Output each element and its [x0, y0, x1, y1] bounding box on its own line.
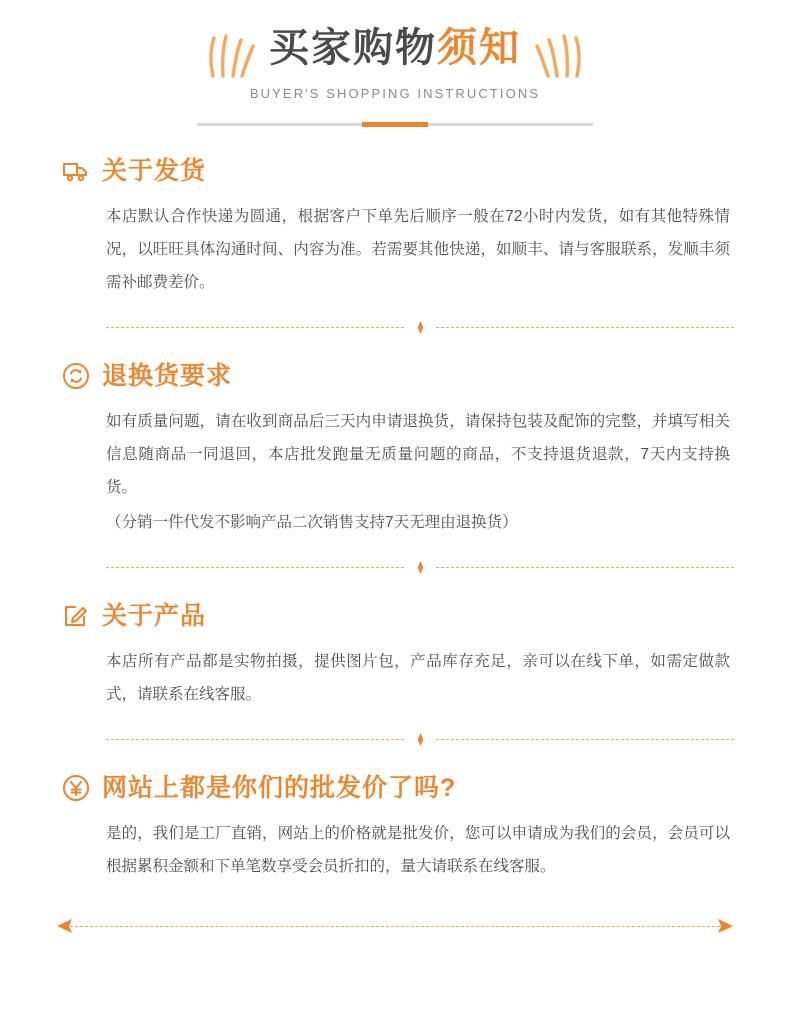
title-row: [203, 22, 587, 74]
section-returns: [56, 361, 734, 575]
section-title: 关于发货: [102, 157, 207, 185]
section-divider: [106, 731, 734, 747]
section-divider: [106, 559, 734, 575]
grass-tuft-icon: [533, 26, 589, 82]
section-paragraph: 本店默认合作快递为圆通，根据客户下单先后顺序一般在72小时内发货，如有其他特殊情况，以旺旺具体沟通时间、内容为准。若需要其他快递，如顺丰、请与客服联系，发顺丰须需补邮费差价。: [106, 208, 730, 291]
refresh-return-icon: [62, 362, 90, 390]
section-title: 关于产品: [102, 602, 207, 630]
section-title: 网站上都是你们的批发价了吗?: [102, 774, 457, 802]
page-title-accent: 须知: [437, 26, 521, 70]
yuan-circle-icon: [62, 774, 90, 802]
diamond-icon: [405, 731, 435, 747]
section-paragraph: （分销一件代发不影响产品二次销售支持7天无理由退换货）: [106, 514, 518, 531]
page-title: [269, 22, 521, 74]
diamond-icon: [405, 559, 435, 575]
section-product: [56, 601, 734, 747]
title-divider: [197, 123, 593, 126]
section-header: [56, 773, 734, 803]
grass-tuft-icon: [201, 26, 257, 82]
truck-icon: [62, 157, 90, 185]
section-body: [56, 817, 734, 883]
sections-container: [0, 126, 790, 883]
arrow-left-icon: [56, 917, 76, 940]
section-paragraph: 是的，我们是工厂直销，网站上的价格就是批发价，您可以申请成为我们的会员，会员可以根据累积金额和下单笔数享受会员折扣的，量大请联系在线客服。: [106, 825, 730, 875]
section-header: [56, 361, 734, 391]
edit-box-icon: [62, 602, 90, 630]
page-header: [0, 0, 790, 126]
section-wholesale-price: [56, 773, 734, 883]
page-title-main: 买家购物: [269, 26, 437, 70]
footer-divider: [56, 917, 734, 935]
section-body: [56, 200, 734, 299]
page-subtitle: BUYER'S SHOPPING INSTRUCTIONS: [249, 86, 541, 101]
section-header: [56, 156, 734, 186]
section-header: [56, 601, 734, 631]
arrow-right-icon: [714, 917, 734, 940]
diamond-icon: [405, 319, 435, 335]
section-divider: [106, 319, 734, 335]
section-body: [56, 405, 734, 539]
section-paragraph: 如有质量问题，请在收到商品后三天内申请退换货，请保持包装及配饰的完整，并填写相关信息随商品一同退回，本店批发跑量无质量问题的商品，不支持退货退款，7天内支持换货。: [106, 413, 730, 496]
section-body: [56, 645, 734, 711]
section-paragraph: 本店所有产品都是实物拍摄，提供图片包，产品库存充足，亲可以在线下单，如需定做款式，请联系在线客服。: [106, 653, 730, 703]
section-title: 退换货要求: [102, 362, 233, 390]
section-shipping: [56, 156, 734, 335]
